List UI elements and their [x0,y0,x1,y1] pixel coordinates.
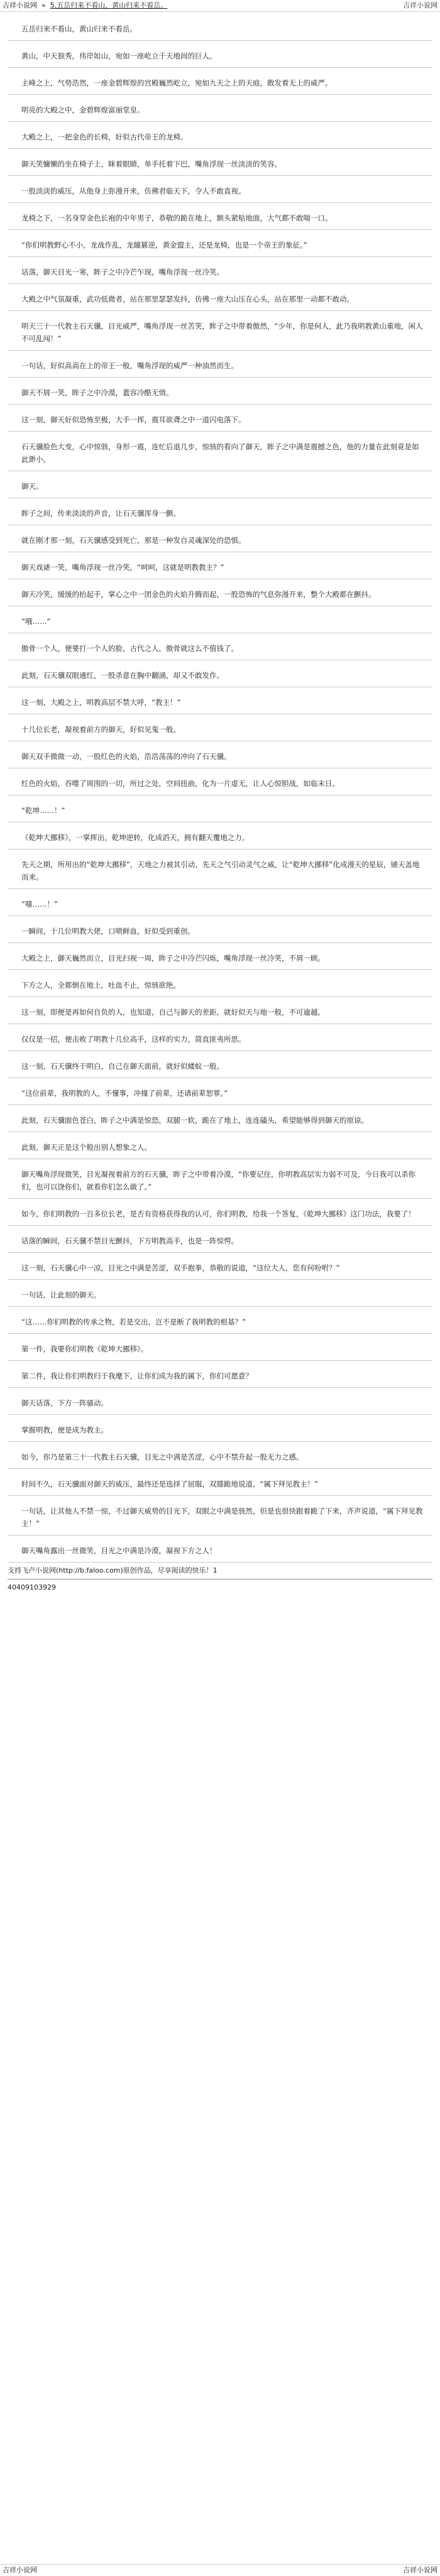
paragraph: 十几位长老，凝视着前方的御天，好似见鬼一般。 [8,714,432,741]
paragraph: 就在刚才那一刻，石天骥感受到死亡，那是一种发自灵魂深处的恐惧。 [8,525,432,552]
paragraph: 第一件，我要你们明教《乾坤大挪移》。 [8,1334,432,1361]
paragraph: 大殿之上，一把金色的长椅，好似古代帝王的龙椅。 [8,122,432,149]
paragraph: 一股淡淡的威压，从他身上弥漫开来，仿佛君临天下，令人不敢直视。 [8,176,432,203]
paragraph: 话落，御天目光一寒，眸子之中冷芒乍现，嘴角浮现一丝冷笑。 [8,257,432,284]
paragraph: 五岳归来不看山，黄山归来不看岳。 [8,14,432,41]
chapter-link[interactable]: 5.五岳归来不看山，黄山归来不看岳。 [50,1,168,9]
paragraph: 傲骨一个人，便要打一个人的脸，古代之人，傲骨就这么不值钱了。 [8,633,432,660]
paragraph: 御天嘴角露出一丝微笑，目光之中满是冷漠，凝视下方之人！ [8,1536,432,1563]
paragraph: 时间不久，石天骥面对御天的威压，最终还是选择了屈服，双膝跪地说道，“属下拜见教主！” [8,1469,432,1496]
paragraph: 《乾坤大挪移》，一掌挥出，乾坤逆转，化成滔天，拥有翻天覆地之力。 [8,822,432,849]
paragraph: 掌握明教，便是成为教主。 [8,1415,432,1442]
paragraph: 第二件，我让你们明教归于我麾下，让你们成为我的属下，你们可愿意？ [8,1361,432,1388]
paragraph: “这位前辈，我明教的人，不懂事，冲撞了前辈，还请前辈恕罪。” [8,1078,432,1105]
paragraph: 这一刻，御天好似恐怖至极，大手一挥，震耳欲聋之中一道闪电落下。 [8,405,432,432]
book-id: 40409103929 [8,1583,56,1591]
paragraph: 这一刻，石天骥心中一凉，目光之中满是苦涩，双手抱拳，恭敬的说道，“这位大人，您有何吩咐？” [8,1253,432,1280]
paragraph: 如今，你们明教的一百多位长老，是否有资格获得我的认可，你们明教，给我一个答复，《乾坤大挪移》这门功法，我要了！ [8,1199,432,1226]
paragraph: 御天话落，下方一阵骚动。 [8,1388,432,1415]
paragraph: 一句话，好似高高在上的帝王一般，嘴角浮现的威严一种油然而生。 [8,351,432,378]
paragraph: 明天三十一代教主石天骥，目光威严，嘴角浮现一丝苦笑，眸子之中带着傲然，“少年，你是何人，此乃我明教黄山重地，闲人不可乱闯！” [8,311,432,351]
paragraph: “嗤……！” [8,889,432,916]
paragraph: 如今，你乃是第三十一代教主石天骥，目光之中满是苦涩，心中不禁升起一股无力之感。 [8,1442,432,1469]
support-notice[interactable]: 支持飞卢小说网(http://b.faloo.com)原创作品，尽享阅读的快乐！1 [8,1566,217,1575]
paragraph: 下方之人，全都倒在地上，吐血不止，惊骇欲绝。 [8,970,432,997]
paragraph: 大殿之上，御天巍然而立，目光扫视一周，眸子之中冷芒闪烁，嘴角浮现一丝冷笑，不屑一顾。 [8,943,432,970]
paragraph: 此刻，御天正是这个般出别人想象之人。 [8,1132,432,1159]
paragraph: 这一刻，即便是再如何自负的人，也知道，自己与御天的差距，就好似天与地一般，不可逾越。 [8,997,432,1024]
paragraph: 先天之期，所用出的“乾坤大挪移”，天地之力被其引动，先天之气引动灵气之威，让“乾坤大挪移”化成漫天的星辰，铺天盖地而来。 [8,849,432,889]
paragraph: 一瞬间，十几位明教大佬，口喷鲜血，好似受到重创。 [8,916,432,943]
paragraph: 御天。 [8,471,432,498]
paragraph: 龙椅之下，一名身穿金色长袍的中年男子，恭敬的跪在地上，额头紧贴地面，大气都不敢喘一口。 [8,203,432,230]
paragraph: “哦……” [8,606,432,633]
paragraph: 石天骥脸色大变，心中惊骇，身形一震，连忙后退几步，惊骇的看向了御天，眸子之中满是震撼之色，他的力量在此刻竟是如此渺小。 [8,432,432,471]
bottom-site-name-left[interactable]: 吉祥小说网 [3,2566,37,2574]
chapter-content [0,14,440,1593]
paragraph: “你们明教野心不小，龙战作乱，龙瞳篡逆，黄金盟主，还是龙椅，也是一个帝王的象征。” [8,230,432,257]
paragraph: 一句话，让其他人不禁一惊，不过御天威势的目光下，双眼之中满是骇然，但是也很快跟着跪了下来，齐声说道，“属下拜见教主！” [8,1496,432,1536]
paragraph: 话落的瞬间，石天骥不禁目光颤抖，下方明教高手，也是一阵惊愕。 [8,1226,432,1253]
paragraph: 一句话，让此刻的御天。 [8,1280,432,1307]
paragraph: 御天冷笑，缓缓的抬起手，掌心之中一团金色的火焰升腾而起，一股恐怖的气息弥漫开来，整个大殿都在颤抖。 [8,579,432,606]
paragraph: “乾坤……！” [8,795,432,822]
paragraph: “这……你们明教的传承之物，若是交出，岂不是断了我明教的根基？” [8,1307,432,1334]
divider [8,1579,432,1580]
paragraph: 仅仅是一招，便击败了明教十几位高手，这样的实力，简直匪夷所思。 [8,1024,432,1051]
paragraph: 此刻，石天骥面色苍白，眸子之中满是惊恐，双腿一软，跪在了地上，连连磕头，希望能够得到御天的原谅。 [8,1105,432,1132]
paragraph: 这一刻，大殿之上，明教高层不禁大呼，“教主！” [8,687,432,714]
paragraph: 这一刻，石天骥终于明白，自己在御天面前，就好似蝼蚁一般。 [8,1051,432,1078]
paragraph: 御天笑慵懒的坐在椅子上，眯着眼睛，单手托着下巴，嘴角浮现一丝淡淡的笑容。 [8,149,432,176]
bottom-site-name-right[interactable]: 吉祥小说网 [403,2566,437,2574]
site-name: 吉祥小说网 [3,1,37,9]
paragraph: 大殿之中气氛凝重，武功低微者，站在那里瑟瑟发抖，仿佛一座大山压在心头，站在那里一动都不敢动。 [8,284,432,311]
paragraph: 黄山，中天独秀，伟岸如山，宛如一座屹立于天地间的巨人。 [8,41,432,68]
paragraph: 眸子之间，传来淡淡的声音，让石天骥浑身一颤。 [8,498,432,525]
breadcrumb: 吉祥小说网 » 5.五岳归来不看山，黄山归来不看岳。 [3,1,168,9]
site-name-right: 吉祥小说网 [403,1,437,9]
paragraph: 明亮的大殿之中，金碧辉煌富丽堂皇。 [8,95,432,122]
paragraph: 御天不屑一笑，眸子之中冷漠，蓋容冷酷无情。 [8,378,432,405]
paragraph: 此刻，石天骥双眼通红，一股杀意在胸中翻涌，却又不敢发作。 [8,660,432,687]
bottom-bar [0,2564,440,2576]
paragraph: 御天戏谑一笑，嘴角浮现一丝冷笑，“呵呵，这就是明教教主？” [8,552,432,579]
paragraph: 主峰之上，气势浩然，一座金碧辉煌的宫殿巍然屹立，宛如九天之上的天庭，散发着无上的威严。 [8,68,432,95]
top-bar [0,0,440,12]
paragraph: 红色的火焰，吞噬了周围的一切，所过之处，空间扭曲，化为一片虚无，让人心惊胆战，如临末日。 [8,768,432,795]
paragraph: 御天双手微微一动，一股红色的火焰，浩浩荡荡的冲向了石天骥。 [8,741,432,768]
paragraph: 御天嘴角浮现微笑，目光凝视着前方的石天骥，眸子之中带着冷漠，“你要记住，你明教高层实力弱不可及，今日我可以杀你们，也可以饶你们，就看你们怎么做了。” [8,1159,432,1199]
